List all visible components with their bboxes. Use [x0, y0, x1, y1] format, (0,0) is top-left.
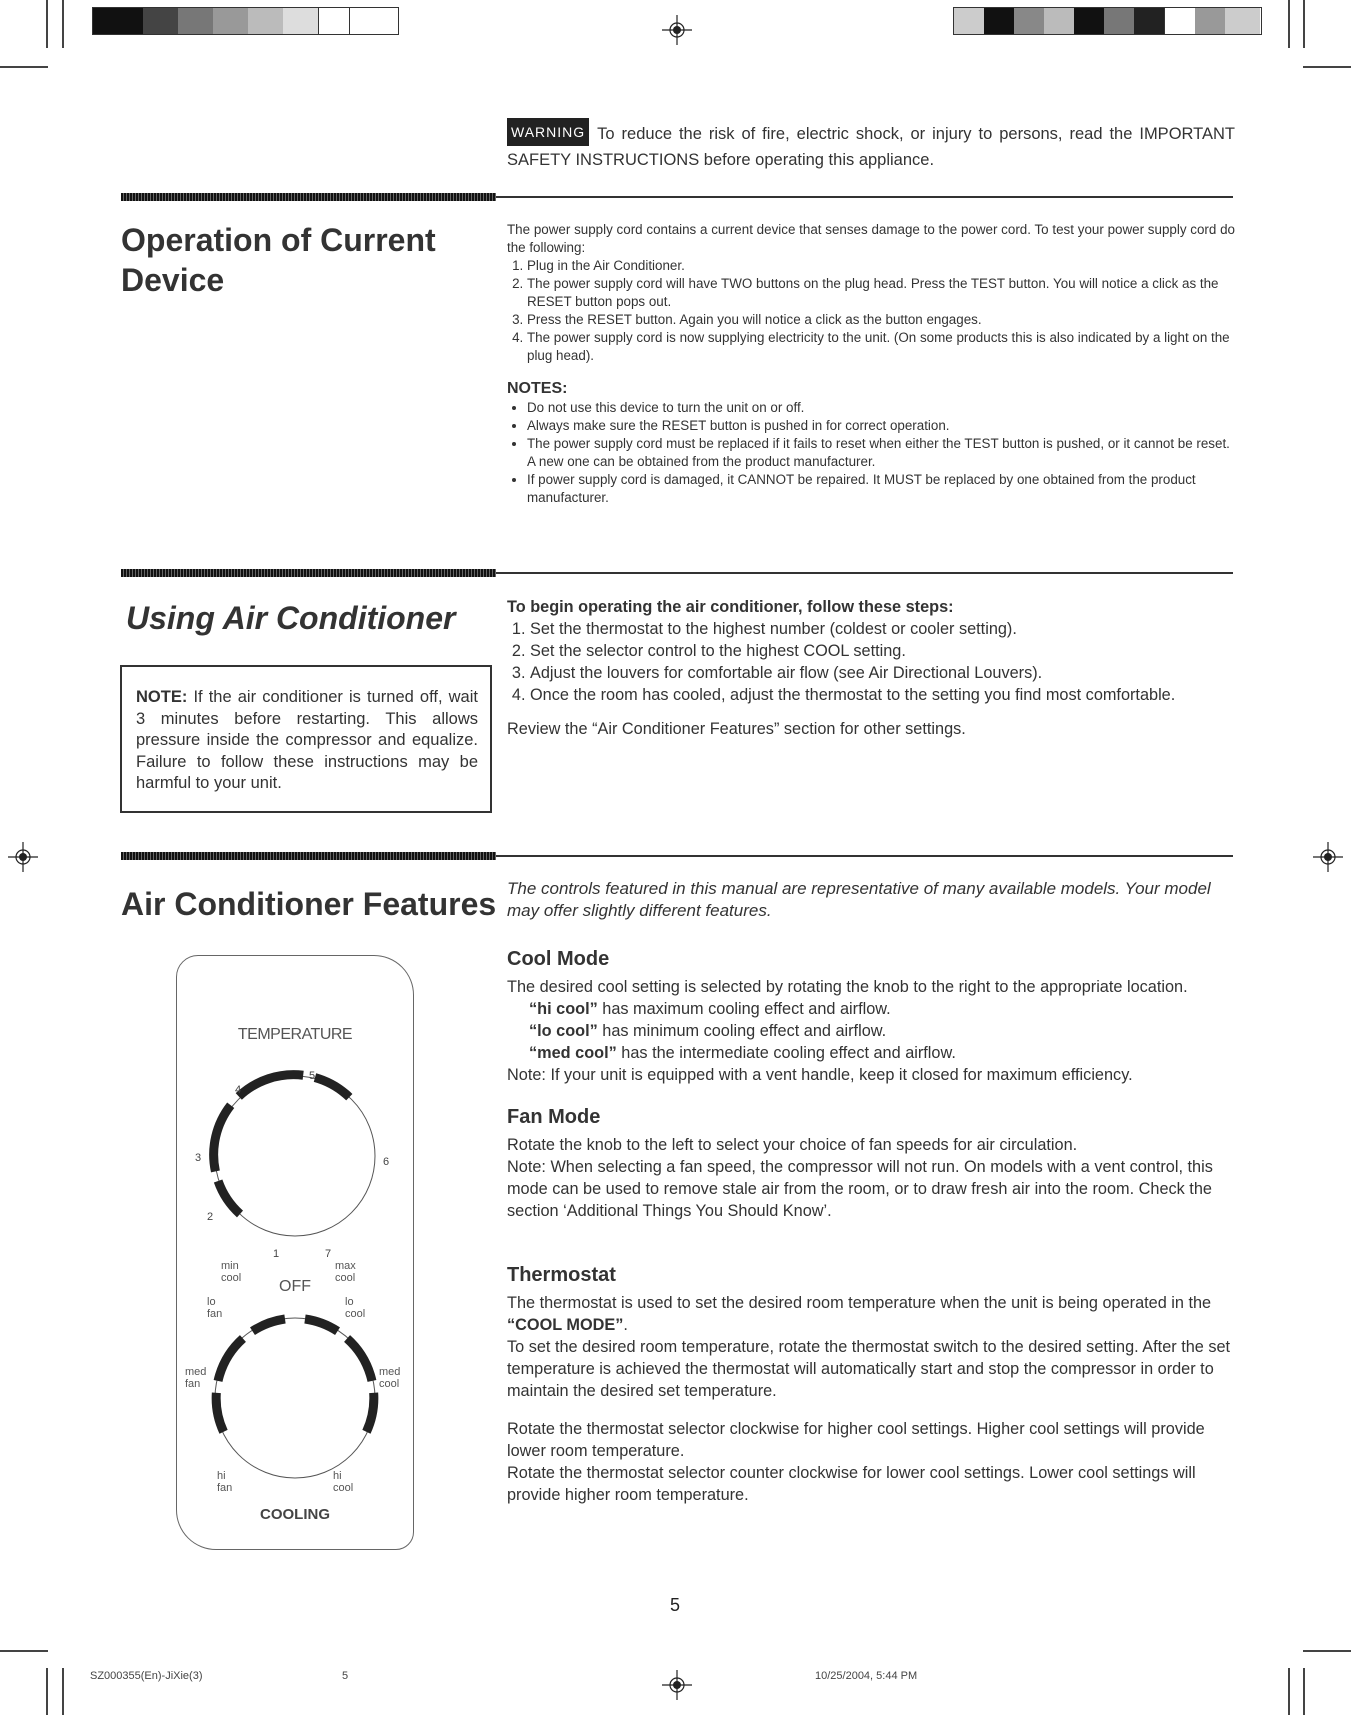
warning-badge: WARNING: [507, 118, 589, 146]
color-bar-right: [953, 7, 1262, 35]
restart-note-box: [120, 665, 492, 813]
thermostat-p1: [507, 1292, 1235, 1336]
current-device-body: [507, 221, 1235, 507]
thermostat-p1-c: .: [623, 1316, 628, 1334]
cool-mode-desc: has maximum cooling effect and airflow.: [597, 1000, 891, 1018]
section-rule-3: [121, 852, 496, 860]
current-device-step: 2. The power supply cord will have TWO buttons on the plug head. Press the TEST button. You will notice a click as the RESET button pops out.: [527, 275, 1235, 311]
thermostat-p4: Rotate the thermostat selector counter clockwise for lower cool settings. Lower cool settings will provide higher room temperature.: [507, 1464, 1196, 1504]
lo-fan-label: lo fan: [207, 1296, 223, 1320]
dial-number: 1: [273, 1248, 280, 1260]
operating-step: 4. Once the room has cooled, adjust the thermostat to the setting you find most comfortable.: [530, 684, 1235, 706]
features-disclaimer: The controls featured in this manual are representative of many available models. Your model may offer slightly different features.: [507, 879, 1211, 920]
operating-step: 2. Set the selector control to the highest COOL setting.: [530, 640, 1235, 662]
thermostat-heading: Thermostat: [507, 1264, 616, 1286]
selector-dial-arc-left: [216, 1319, 285, 1458]
control-panel-illustration: [176, 955, 414, 1550]
selector-dial: [195, 1298, 395, 1498]
temperature-label: TEMPERATURE: [237, 1026, 353, 1043]
current-device-intro: The power supply cord contains a current device that senses damage to the power cord. To test your power supply cord do the following:: [507, 222, 1235, 255]
med-cool-label: med cool: [379, 1366, 401, 1390]
cool-mode-term: “hi cool”: [529, 1000, 598, 1018]
thermostat-p2: To set the desired room temperature, rotate the thermostat switch to the desired setting. After the set temperature is achieved the thermostat will automatically start and stop the compressor in order to maintain the desired set temperature.: [507, 1338, 1231, 1400]
note-text: If the air conditioner is turned off, wait 3 minutes before restarting. This allows pressure inside the compressor and equalize. Failure to follow these instructions may be harmful to your unit.: [136, 688, 478, 792]
note-label: NOTE:: [136, 688, 188, 706]
thermostat-p1-a: The thermostat is used to set the desired room temperature when the unit is being operated in the: [507, 1294, 1212, 1312]
section-title-current-device: Operation of Current Device: [121, 222, 436, 298]
cool-mode-desc: has minimum cooling effect and airflow.: [597, 1022, 887, 1040]
cool-mode-item: [507, 1042, 1235, 1064]
steps-heading: To begin operating the air conditioner, follow these steps:: [507, 598, 954, 616]
min-cool-label: min cool: [221, 1260, 242, 1284]
notes-heading: NOTES:: [507, 380, 568, 397]
current-device-step: 3. Press the RESET button. Again you will notice a click as the button engages.: [527, 311, 1235, 329]
hi-fan-label: hi fan: [217, 1470, 233, 1494]
fan-mode-p1: Rotate the knob to the left to select your choice of fan speeds for air circulation.: [507, 1136, 1078, 1154]
notes-list: [507, 399, 1235, 507]
cooling-label: COOLING: [260, 1506, 330, 1523]
cool-mode-item: [507, 1020, 1235, 1042]
dial-number: 4: [235, 1084, 242, 1096]
note-item: • Do not use this device to turn the unit on or off.: [527, 399, 1235, 417]
registration-mark-left: [8, 842, 38, 872]
dial-number: 7: [325, 1248, 332, 1260]
cool-mode-intro: The desired cool setting is selected by rotating the knob to the right to the appropriate location.: [507, 978, 1188, 996]
section-rule-1: [121, 193, 496, 201]
registration-mark-right: [1313, 842, 1343, 872]
section-rule-2: [121, 569, 496, 577]
section-line-1: [496, 196, 1233, 198]
med-fan-label: med fan: [185, 1366, 207, 1390]
footer-date: 10/25/2004, 5:44 PM: [815, 1670, 918, 1682]
cool-mode-note: Note: If your unit is equipped with a vent handle, keep it closed for maximum efficiency.: [507, 1066, 1133, 1084]
warning-text: To reduce the risk of fire, electric shock, or injury to persons, read the IMPORTANT SAFETY INSTRUCTIONS before operating this appliance.: [507, 125, 1235, 169]
dial-number: 3: [195, 1152, 202, 1164]
current-device-step: 1. Plug in the Air Conditioner.: [527, 257, 1235, 275]
cool-mode-term: “lo cool”: [529, 1022, 598, 1040]
section-title-using-ac: Using Air Conditioner: [126, 600, 456, 636]
dial-number: 2: [207, 1211, 214, 1223]
footer-file-name: SZ000355(En)-JiXie(3): [90, 1670, 203, 1682]
cool-mode-item: [507, 998, 1235, 1020]
fan-mode-heading: Fan Mode: [507, 1106, 601, 1128]
max-cool-label: max cool: [335, 1260, 356, 1284]
lo-cool-label: lo cool: [345, 1296, 366, 1320]
cool-mode-desc: has the intermediate cooling effect and airflow.: [616, 1044, 956, 1062]
review-text: Review the “Air Conditioner Features” section for other settings.: [507, 720, 966, 738]
section-title-features: Air Conditioner Features: [121, 886, 497, 922]
cool-mode-heading: Cool Mode: [507, 948, 610, 970]
note-item: • Always make sure the RESET button is pushed in for correct operation.: [527, 417, 1235, 435]
fan-mode-p2: Note: When selecting a fan speed, the compressor will not run. On models with a vent control, this mode can be used to remove stale air from the room, or to draw fresh air into the room. Check the section ‘Additional Things You Should Know’.: [507, 1158, 1213, 1220]
features-body: [507, 948, 1235, 1506]
color-bar-left: [92, 7, 399, 35]
cool-mode-term: “med cool”: [529, 1044, 617, 1062]
registration-mark-top: [662, 15, 692, 45]
note-item: • The power supply cord must be replaced if it fails to reset when either the TEST button is pushed, or it cannot be reset. A new one can be obtained from the product manufacturer.: [527, 435, 1235, 471]
operating-step: 3. Adjust the louvers for comfortable air flow (see Air Directional Louvers).: [530, 662, 1235, 684]
warning-statement: [507, 118, 1235, 173]
dial-number: 6: [383, 1156, 390, 1168]
thermostat-p3: Rotate the thermostat selector clockwise for higher cool settings. Higher cool settings will provide lower room temperature.: [507, 1420, 1205, 1460]
footer-page: 5: [342, 1670, 349, 1682]
hi-cool-label: hi cool: [333, 1470, 354, 1494]
registration-mark-bottom: [662, 1670, 692, 1700]
selector-dial-arc-right: [305, 1319, 374, 1458]
section-line-2: [496, 572, 1233, 574]
thermostat-p1-b: “COOL MODE”: [507, 1316, 624, 1334]
current-device-steps: [507, 257, 1235, 365]
current-device-step: 4. The power supply cord is now supplying electricity to the unit. (On some products this is also indicated by a light on the plug head).: [527, 329, 1235, 365]
operating-step: 1. Set the thermostat to the highest number (coldest or cooler setting).: [530, 618, 1235, 640]
page-number: 5: [669, 1595, 680, 1615]
note-item: • If power supply cord is damaged, it CANNOT be repaired. It MUST be replaced by one obtained from the product manufacturer.: [527, 471, 1235, 507]
using-ac-body: [507, 596, 1235, 740]
thermostat-dial: [195, 1056, 395, 1256]
section-line-3: [496, 855, 1233, 857]
dial-number: 5: [309, 1070, 316, 1082]
operating-steps: [507, 618, 1235, 706]
off-label: OFF: [279, 1278, 311, 1295]
